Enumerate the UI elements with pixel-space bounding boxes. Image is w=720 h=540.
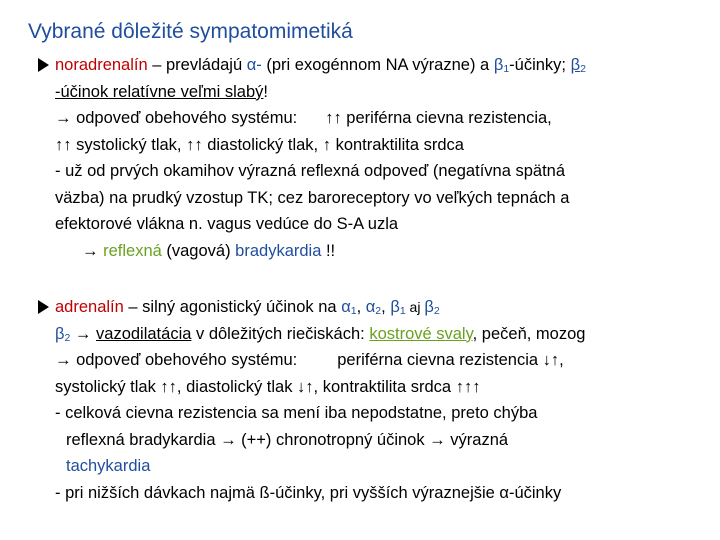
noradrenalin-line-2 <box>55 79 586 106</box>
noradrenalin-line-5: - už od prvých okamihov výrazná reflexná odpoveď (negatívna spätná <box>55 162 566 180</box>
noradrenalin-line-8 <box>55 238 586 265</box>
noradrenalin-line-1 <box>55 52 586 79</box>
text: – silný agonistický účinok na <box>123 298 342 316</box>
drug-name: noradrenalín <box>55 56 148 74</box>
receptor-b1: β1 <box>390 298 406 317</box>
noradrenalin-line-3 <box>55 105 586 132</box>
text: → odpoveď obehového systému: <box>55 109 298 127</box>
text: , <box>356 298 366 316</box>
text: (vagová) <box>161 241 236 260</box>
noradrenalin-line-7: efektorové vlákna n. vagus vedúce do S-A uzla <box>55 215 399 233</box>
noradrenalin-line-6: väzba) na prudký vzostup TK; cez baroreceptory vo veľkých tepnách a <box>55 188 570 207</box>
text: , pečeň, mozog <box>472 324 586 343</box>
adrenalin-line-1 <box>55 294 585 321</box>
receptor-a1: α1 <box>341 298 357 317</box>
text: → odpoveď obehového systému: <box>55 351 298 369</box>
text: v dôležitých riečiskách: <box>191 324 370 343</box>
bradycardia-text: bradykardia <box>235 241 322 260</box>
vasodilation-text: vazodilatácia <box>96 324 192 343</box>
text: → <box>82 241 104 260</box>
text: aj <box>405 299 425 315</box>
adrenalin-line-5: - celková cievna rezistencia sa mení iba nepodstatne, preto chýba <box>55 404 538 422</box>
adrenalin-line-8: - pri nižších dávkach najmä ß-účinky, pri vyšších výraznejšie α-účinky <box>55 483 562 502</box>
receptor-beta2: β2 <box>570 56 586 75</box>
tachycardia-text: tachykardia <box>66 457 151 475</box>
adrenalin-line-7 <box>55 453 585 480</box>
receptor-alpha: α- <box>246 56 262 74</box>
text: -účinok relatívne veľmi slabý <box>55 82 264 101</box>
receptor-b2: β2 <box>424 298 440 317</box>
receptor-beta1: β1 <box>493 56 510 75</box>
noradrenalin-section <box>55 52 586 264</box>
adrenalin-line-6: reflexná bradykardia → (++) chronotropný účinok → výrazná <box>66 430 509 449</box>
text: (pri exogénnom NA výrazne) a <box>261 56 494 74</box>
text: ! <box>263 82 268 101</box>
adrenalin-line-2 <box>55 321 585 348</box>
reflex-text: reflexná <box>103 241 162 260</box>
adrenalin-line-4: systolický tlak ↑↑, diastolický tlak ↓↑, kontraktilita srdca ↑↑↑ <box>55 377 481 396</box>
drug-name: adrenalín <box>55 298 124 316</box>
receptor-b2: β2 <box>55 324 71 344</box>
skeletal-muscles-text: kostrové svaly <box>369 324 473 343</box>
text: ↑↑ periférna cievna rezistencia, <box>325 109 552 127</box>
text: , <box>381 298 391 316</box>
text: !! <box>321 241 336 260</box>
text: periférna cievna rezistencia ↓↑, <box>337 351 564 369</box>
noradrenalin-line-4: ↑↑ systolický tlak, ↑↑ diastolický tlak, ↑ kontraktilita srdca <box>55 135 464 154</box>
text: -účinky; <box>509 56 571 74</box>
adrenalin-section <box>55 294 585 506</box>
text: → <box>70 324 97 343</box>
adrenalin-line-3 <box>55 347 585 374</box>
bullet-arrow-icon <box>38 300 49 314</box>
text: – prevládajú <box>147 56 247 74</box>
bullet-arrow-icon <box>38 58 49 72</box>
page-title: Vybrané dôležité sympatomimetiká <box>28 20 353 43</box>
receptor-a2: α2 <box>365 298 382 317</box>
